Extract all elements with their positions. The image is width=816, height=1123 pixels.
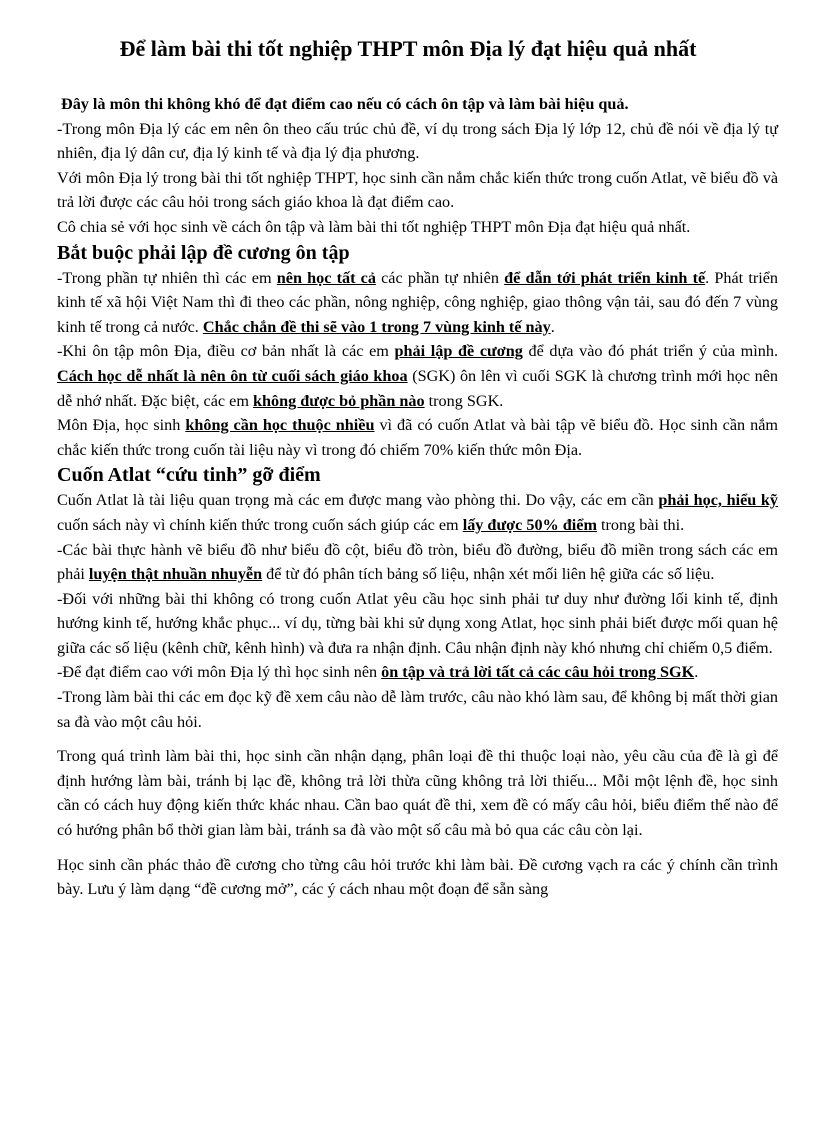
paragraph-answer-all [57, 660, 778, 685]
paragraph-structure: -Trong môn Địa lý các em nên ôn theo cấu trúc chủ đề, ví dụ trong sách Địa lý lớp 12, chủ đề nói về địa lý tự nhiên, địa lý dân cư, địa lý kinh tế và địa lý địa phương. [57, 119, 778, 163]
intro-paragraph: Đây là môn thi không khó để đạt điểm cao nếu có cách ôn tập và làm bài hiệu quả. [61, 95, 629, 113]
paragraph-critical-thinking: -Đối với những bài thi không có trong cuốn Atlat yêu cầu học sinh phải tư duy như đường lối kinh tế, định hướng kinh tế, hướng khắc phục... ví dụ, từng bài khi sử dụng xong Atlat, học sinh phải biết được mối quan hệ giữa các số liệu (kênh chữ, kênh hình) và đưa ra nhận định. Câu nhận định này khó nhưng chỉ chiếm 0,5 điểm. [57, 589, 778, 657]
text-run: . [694, 663, 699, 682]
emphasis-seven-regions: Chắc chắn đề thi sẽ vào 1 trong 7 vùng kinh tế này [202, 317, 551, 336]
text-run: cuốn sách này vì chính kiến thức trong cuốn sách giúp các em [57, 515, 463, 534]
paragraph-natural-geography [57, 266, 778, 340]
paragraph-make-outline [57, 339, 778, 413]
text-run: -Các bài thực hành vẽ biểu đồ như biểu đồ cột, biểu đồ tròn, biểu đồ đường, biểu đồ miền trong sách các em phải [57, 540, 778, 584]
text-run: . Phát triển kinh tế xã hội Việt Nam thì đi theo các phần, nông nghiệp, công nghiệp, giao thông vận tải, sau đó đến 7 vùng kinh tế trong cả nước. [57, 268, 778, 336]
text-run: vì đã có cuốn Atlat và bài tập vẽ biểu đồ. Học sinh cần nắm chắc kiến thức trong cuốn tài liệu này vì trong đó chiếm 70% kiến thức môn Địa. [57, 416, 779, 459]
emphasis-make-outline: phải lập đề cương [394, 342, 523, 361]
emphasis-study-from-end: Cách học dễ nhất là nên ôn từ cuối sách giáo khoa [57, 366, 408, 385]
section-heading-outline: Bắt buộc phải lập đề cương ôn tập [57, 241, 350, 264]
paragraph-sharing: Cô chia sẻ với học sinh về cách ôn tập và làm bài thi tốt nghiệp THPT môn Địa đạt hiệu quả nhất. [57, 217, 691, 236]
paragraph-exam-process: Trong quá trình làm bài thi, học sinh cần nhận dạng, phân loại đề thi thuộc loại nào, yêu cầu của đề là gì để định hướng làm bài, tránh bị lạc đề, không trả lời thừa cũng không trả lời thiếu... Mỗi một lệnh đề, học sinh cần có cách huy động kiến thức khác nhau. Cần bao quát đề thi, xem đề có mấy câu hỏi, biểu điểm thế nào để có hướng phân bổ thời gian làm bài, tránh sa đà vào một số câu mà bỏ qua các câu còn lại. [57, 747, 778, 840]
text-run: để từ đó phân tích bảng số liệu, nhận xét mối liên hệ giữa các số liệu. [262, 565, 715, 584]
emphasis-learn-all: nên học tất cả [276, 268, 376, 287]
text-run: để dựa vào đó phát triển ý của mình. [522, 342, 778, 361]
paragraph-no-memorizing [57, 413, 778, 462]
text-run: Môn Địa, học sinh [57, 416, 186, 435]
emphasis-skip-nothing: không được bỏ phần nào [252, 391, 425, 410]
paragraph-draft-outline: Học sinh cần phác thảo đề cương cho từng câu hỏi trước khi làm bài. Đề cương vạch ra các ý chính cần trình bày. Lưu ý làm dạng “đề cương mở”, các ý cách nhau một đoạn để sẵn sàng [57, 855, 778, 899]
section-heading-atlat: Cuốn Atlat “cứu tinh” gỡ điểm [57, 464, 321, 487]
page-title: Để làm bài thi tốt nghiệp THPT môn Địa lý đạt hiệu quả nhất [119, 36, 697, 61]
paragraph-chart-practice [57, 538, 778, 587]
document-body [57, 92, 778, 902]
emphasis-study-carefully: phải học, hiểu kỹ [658, 491, 778, 510]
text-run: Cuốn Atlat là tài liệu quan trọng mà các em được mang vào phòng thi. Do vậy, các em cần [57, 491, 659, 510]
paragraph-exam-order: -Trong làm bài thi các em đọc kỹ đề xem câu nào dễ làm trước, câu nào khó làm sau, để không bị mất thời gian sa đà vào một câu hỏi. [57, 688, 778, 731]
text-run: trong bài thi. [596, 515, 685, 534]
emphasis-no-memorizing: không cần học thuộc nhiều [185, 416, 375, 435]
text-run: . [550, 317, 555, 336]
emphasis-economic-development: để dẫn tới phát triển kinh tế [504, 268, 706, 287]
emphasis-fifty-percent: lấy được 50% điểm [462, 515, 597, 534]
paragraph-atlat-importance [57, 488, 778, 537]
emphasis-answer-all-questions: ôn tập và trả lời tất cả các câu hỏi trong SGK [381, 663, 695, 682]
text-run: -Để đạt điểm cao với môn Địa lý thì học sinh nên [57, 663, 382, 682]
text-run: trong SGK. [424, 391, 504, 410]
emphasis-practice-thoroughly: luyện thật nhuần nhuyễn [88, 565, 263, 584]
text-run: -Khi ôn tập môn Địa, điều cơ bản nhất là các em [57, 342, 395, 361]
paragraph-atlat-requirement: Với môn Địa lý trong bài thi tốt nghiệp THPT, học sinh cần nắm chắc kiến thức trong cuốn Atlat, vẽ biểu đồ và trả lời được các câu hỏi trong sách giáo khoa là đạt điểm cao. [57, 168, 778, 212]
text-run: các phần tự nhiên [375, 268, 505, 287]
text-run: -Trong phần tự nhiên thì các em [57, 268, 277, 287]
text-run: (SGK) ôn lên vì cuối SGK là chương trình mới học nên dễ nhớ nhất. Đặc biệt, các em [57, 366, 778, 410]
